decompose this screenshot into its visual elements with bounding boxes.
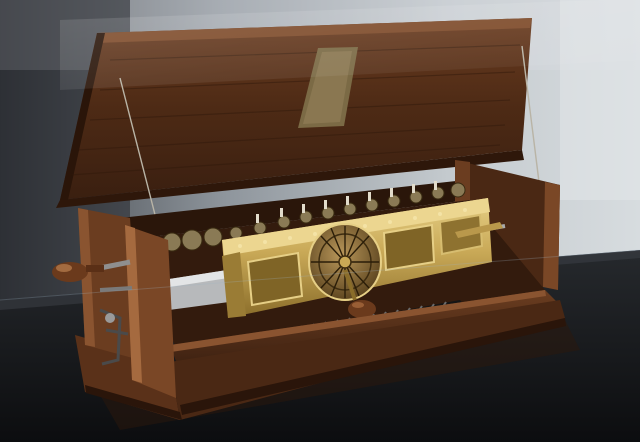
lever-pivot: [105, 313, 115, 323]
dial-hub: [339, 256, 351, 268]
brass-window-right: [384, 225, 434, 270]
